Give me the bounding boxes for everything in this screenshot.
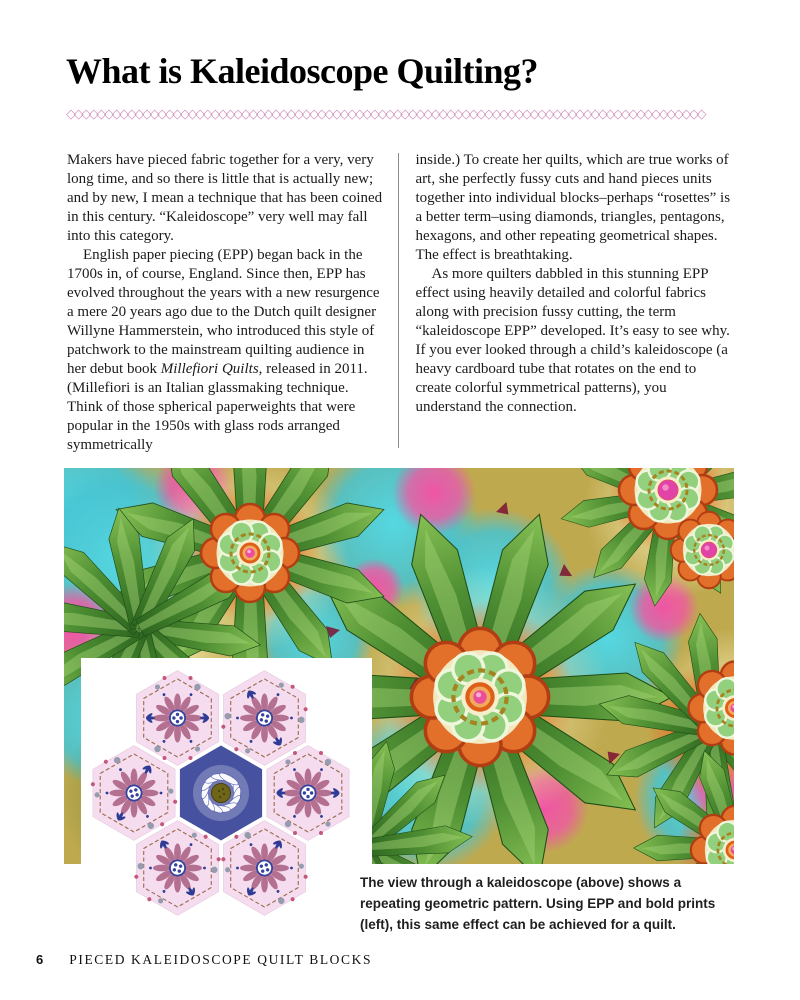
paragraph-text: , released in 2011. (Millefiori is an Italian glassmaking technique. Think of those spherical paperweights that were popular in the 1950s with glass rods arranged symmetrically [67,361,368,453]
body-column-left [67,151,385,455]
diamond-chain-border: ◇◇◇◇◇◇◇◇◇◇◇◇◇◇◇◇◇◇◇◇◇◇◇◇◇◇◇◇◇◇◇◇◇◇◇◇◇◇◇◇◇◇◇◇◇◇◇◇◇◇◇◇◇◇◇◇◇◇◇◇◇◇◇◇◇◇◇◇◇◇◇◇◇◇◇◇◇◇◇◇◇◇◇◇ [66,107,705,122]
column-divider-rule [398,153,399,448]
paragraph: Makers have pieced fabric together for a very, very long time, and so there is little that is actually new; and by new, I mean a technique that has been coined in this century. “Kaleidoscope” very well may fall into this category. [67,152,383,244]
paragraph: As more quilters dabbled in this stunning EPP effect using heavily detailed and colorful fabrics along with precision fussy cutting, the term “kaleidoscope EPP” developed. It’s easy to see why. If you ever looked through a child’s kaleidoscope (a heavy cardboard tube that rotates on the end to create colorful symmetrical patterns), you understand the connection. [415,266,730,415]
body-column-right [416,151,735,455]
paragraph [67,246,385,455]
hexagon-blocks-photo [81,658,372,940]
book-title: PIECED KALEIDOSCOPE QUILT BLOCKS [69,952,373,967]
hexagon-art [81,658,372,940]
photo-caption: The view through a kaleidoscope (above) shows a repeating geometric pattern. Using EPP and bold prints (left), this same effect can be achieved for a quilt. [360,875,716,932]
body-text [67,151,735,455]
paragraph-text: English paper piecing (EPP) began back in the 1700s in, of course, England. Since then, EPP has evolved throughout the years with a new resurgence a mere 20 years ago due to the Dutch quilt designer Willyne Hammerstein, who introduced this style of patchwork to the mainstream quilting audience in her debut book [67,247,380,377]
book-name-italic: Millefiori Quilts [160,361,259,377]
paragraph: inside.) To create her quilts, which are true works of art, she perfectly fussy cuts and hand pieces units together into individual blocks–perhaps “rosettes” is a better term–using diamonds, triangles, pentagons, hexagons, and other repeating geometrical shapes. The effect is breathtaking. [415,152,731,263]
page-footer [36,952,372,968]
page-title: What is Kaleidoscope Quilting? [66,51,539,91]
page-number: 6 [36,952,44,967]
